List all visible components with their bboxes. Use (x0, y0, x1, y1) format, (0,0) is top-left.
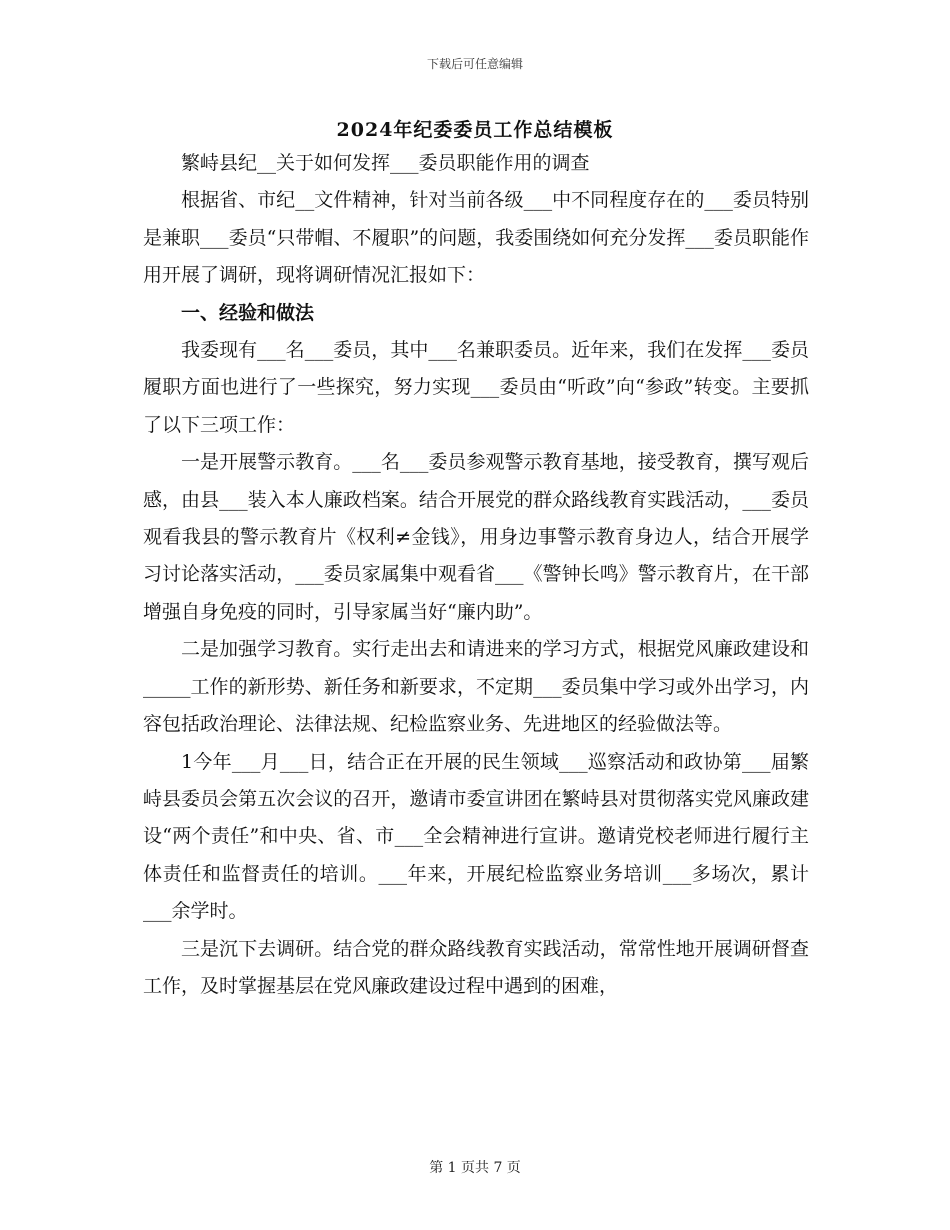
body-paragraph: 二是加强学习教育。实行走出去和请进来的学习方式，根据党风廉政建设和_____工作的新形势、新任务和新要求，不定期___委员集中学习或外出学习，内容包括政治理论、法律法规、纪检监察业务、先进地区的经验做法等。 (143, 638, 809, 736)
document-title: 2024年纪委委员工作总结模板 (336, 119, 614, 141)
body-paragraph: 一是开展警示教育。___名___委员参观警示教育基地，接受教育，撰写观后感，由县___装入本人廉政档案。结合开展党的群众路线教育实践活动，___委员观看我县的警示教育片《权利≠金钱》，用身边事警示教育身边人，结合开展学习讨论落实活动，___委员家属集中观看省___《警钟长鸣》警示教育片，在干部增强自身免疫的同时，引导家属当好“廉内助”。 (143, 451, 809, 623)
section-heading: 一、经验和做法 (181, 301, 315, 324)
intro-paragraph: 根据省、市纪__文件精神，针对当前各级___中不同程度存在的___委员特别是兼职___委员“只带帽、不履职”的问题，我委围绕如何充分发挥___委员职能作用开展了调研，现将调研情况汇报如下： (143, 189, 809, 287)
subtitle-paragraph: 繁峙县纪__关于如何发挥___委员职能作用的调查 (181, 152, 590, 174)
page-footer: 第 1 页共 7 页 (429, 1160, 521, 1176)
document-body (143, 145, 809, 1005)
body-paragraph: 1今年___月___日，结合正在开展的民生领域___巡察活动和政协第___届繁峙县委员会第五次会议的召开，邀请市委宣讲团在繁峙县对贯彻落实党风廉政建设“两个责任”和中央、省、市___全会精神进行宣讲。邀请党校老师进行履行主体责任和监督责任的培训。___年来，开展纪检监察业务培训___多场次，累计___余学时。 (143, 750, 809, 923)
body-paragraph: 我委现有___名___委员，其中___名兼职委员。近年来，我们在发挥___委员履职方面也进行了一些探究，努力实现___委员由“听政”向“参政”转变。主要抓了以下三项工作： (143, 339, 809, 436)
header-note: 下载后可任意编辑 (426, 57, 523, 71)
body-paragraph: 三是沉下去调研。结合党的群众路线教育实践活动，常常性地开展调研督查工作，及时掌握基层在党风廉政建设过程中遇到的困难， (143, 937, 809, 997)
